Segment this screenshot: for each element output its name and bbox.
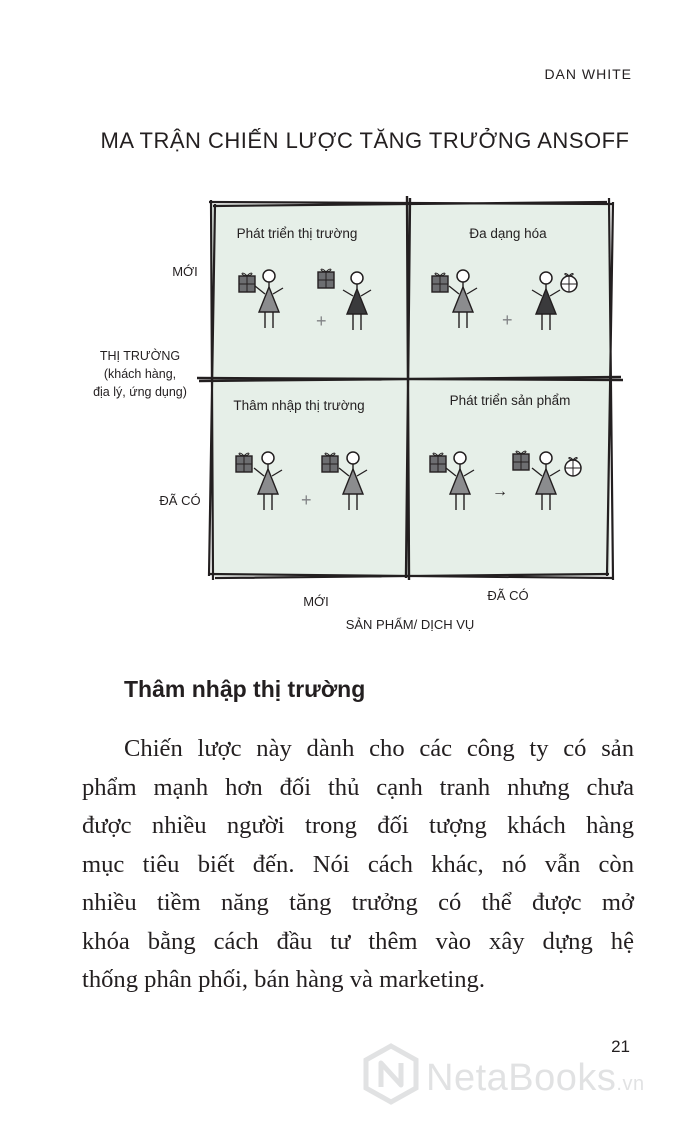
x-axis-existing-label: ĐÃ CÓ bbox=[487, 588, 529, 603]
plus-sign: + bbox=[316, 311, 327, 331]
body-line: khóa bằng cách đầu tư thêm vào xây dựng hệ bbox=[82, 927, 634, 955]
watermark-text bbox=[426, 1057, 645, 1100]
arrow-sign: → bbox=[492, 483, 508, 500]
matrix-background bbox=[212, 204, 610, 576]
y-axis-new-label: MỚI bbox=[172, 264, 198, 279]
quadrant-title-market-development: Phát triển thị trường bbox=[236, 226, 358, 241]
page-number: 21 bbox=[611, 1037, 630, 1056]
watermark-brand: NetaBooks bbox=[426, 1057, 617, 1099]
x-axis-new-label: MỚI bbox=[303, 594, 329, 609]
plus-sign: + bbox=[301, 490, 312, 510]
body-line: nhiều tiềm năng tăng trưởng có thể được mở bbox=[82, 889, 634, 916]
quadrant-title-product-development: Phát triển sản phẩm bbox=[449, 393, 571, 408]
ansoff-matrix bbox=[195, 192, 625, 584]
quadrant-title-diversification: Đa dạng hóa bbox=[469, 226, 547, 241]
body-line: thống phân phối, bán hàng và marketing. bbox=[82, 966, 485, 993]
running-head: DAN WHITE bbox=[544, 66, 632, 82]
y-axis-title-line: địa lý, ứng dụng) bbox=[93, 385, 187, 399]
x-axis-title: SẢN PHẨM/ DỊCH VỤ bbox=[345, 617, 475, 632]
quadrant-title-market-penetration: Thâm nhập thị trường bbox=[233, 398, 365, 413]
body-paragraph bbox=[82, 730, 634, 1000]
y-axis-title-line: (khách hàng, bbox=[103, 367, 177, 381]
section-heading: Thâm nhập thị trường bbox=[124, 676, 366, 702]
body-line: được nhiều người trong đối tượng khách hàng bbox=[82, 812, 634, 839]
y-axis-existing-label: ĐÃ CÓ bbox=[159, 493, 201, 508]
watermark bbox=[362, 1043, 682, 1109]
figure-title: MA TRẬN CHIẾN LƯỢC TĂNG TRƯỞNG ANSOFF bbox=[100, 128, 630, 153]
body-line: Chiến lược này dành cho các công ty có sản bbox=[124, 735, 634, 762]
y-axis-title bbox=[70, 347, 210, 401]
body-line: mục tiêu biết đến. Nói cách khác, nó vẫn còn bbox=[82, 850, 634, 878]
body-line: phẩm mạnh hơn đối thủ cạnh tranh nhưng chưa bbox=[82, 773, 634, 801]
y-axis-title-line: THỊ TRƯỜNG bbox=[99, 349, 181, 363]
watermark-logo-icon bbox=[362, 1043, 420, 1105]
watermark-suffix: .vn bbox=[616, 1073, 645, 1095]
plus-sign: + bbox=[502, 310, 513, 330]
